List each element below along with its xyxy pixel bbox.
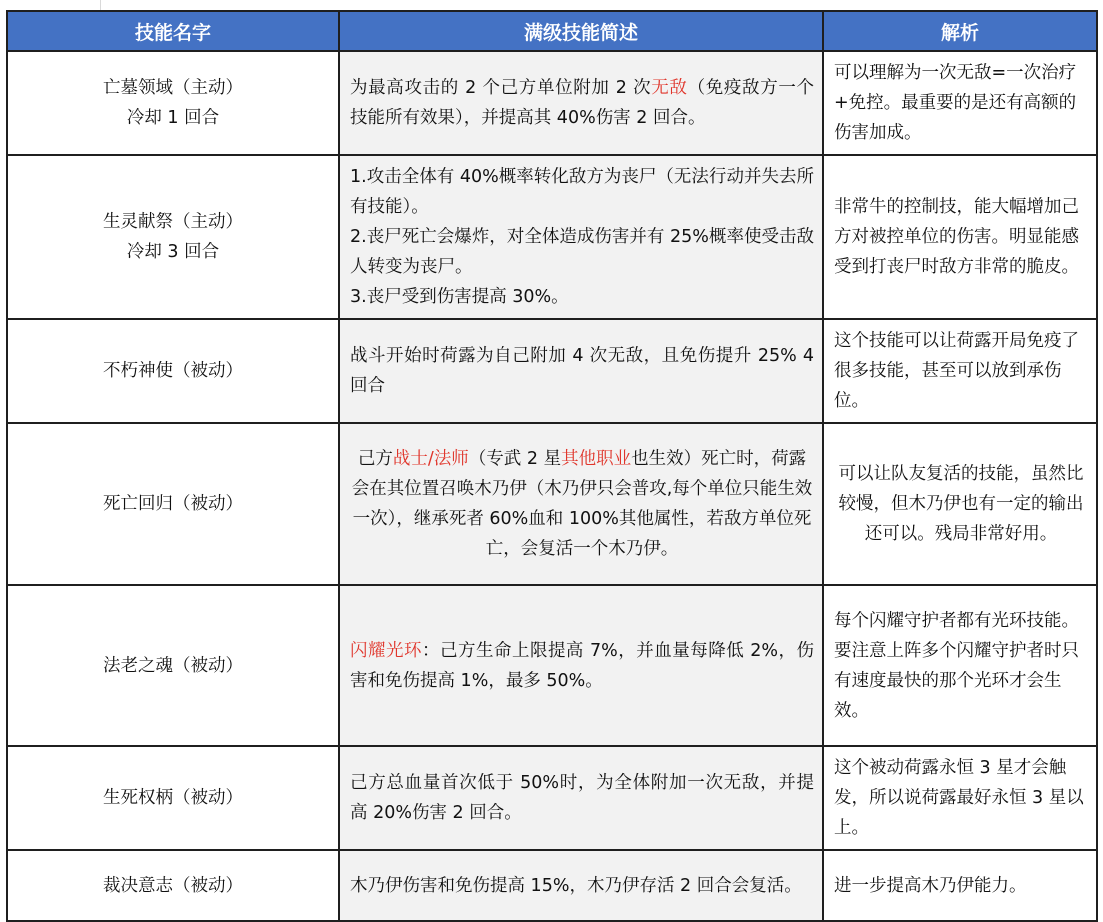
analysis-cell	[823, 585, 1097, 746]
header-row	[7, 11, 1097, 51]
table-row	[7, 423, 1097, 585]
analysis-cell	[823, 155, 1097, 319]
skill-name-cell	[7, 423, 339, 585]
skill-cooldown: 冷却 3 回合	[126, 242, 220, 262]
analysis-cell	[823, 746, 1097, 850]
highlight-keyword: 战士	[392, 449, 428, 469]
highlight-keyword: 其他职业	[561, 449, 632, 469]
skill-name: 法老之魂（被动）	[103, 655, 243, 676]
table-row	[7, 319, 1097, 423]
description-line: 3.丧尸受到伤害提高 30%。	[350, 287, 569, 307]
skill-description-cell	[339, 319, 823, 423]
description-text: （专武 2 星	[468, 449, 562, 469]
skill-cooldown: 冷却 1 回合	[126, 108, 220, 128]
highlight-keyword: /	[427, 449, 434, 469]
table-row	[7, 746, 1097, 850]
skill-description-cell	[339, 155, 823, 319]
analysis-cell	[823, 319, 1097, 423]
table-row	[7, 585, 1097, 746]
description-text: 己方	[357, 449, 393, 469]
table-row	[7, 850, 1097, 921]
analysis-text: 这个被动荷露永恒 3 星才会触发，所以说荷露最好永恒 3 星以上。	[834, 758, 1084, 838]
description-text: 木乃伊伤害和免伤提高 15%，木乃伊存活 2 回合会复活。	[350, 875, 802, 896]
skill-name-cell	[7, 585, 339, 746]
analysis-text: 每个闪耀守护者都有光环技能。	[834, 610, 1079, 631]
header-description: 满级技能简述	[339, 11, 823, 51]
description-text: （免疫敌方一个技能所有效果），并提高其 40%伤害 2 回合。	[350, 78, 814, 128]
skill-description-cell	[339, 585, 823, 746]
highlight-keyword: 闪耀光环	[350, 640, 422, 661]
highlight-keyword: 无敌	[651, 78, 688, 98]
skill-name-cell	[7, 155, 339, 319]
analysis-text: 要注意上阵多个闪耀守护者时只有速度最快的那个光环才会生效。	[834, 640, 1079, 721]
analysis-cell	[823, 850, 1097, 921]
skill-name-cell	[7, 746, 339, 850]
analysis-text: 非常牛的控制技，能大幅增加己方对被控单位的伤害。明显能感受到打丧尸时敌方非常的脆皮。	[834, 197, 1079, 277]
description-text: 也生效）死亡时，荷露会在其位置召唤木乃伊（木乃伊只会普攻,每个单位只能生效一次），继承死者 60%血和 100%其他属性，若敌方单位死亡，会复活一个木乃伊。	[351, 449, 813, 559]
description-text: 己方总血量首次低于 50%时，为全体附加一次无敌，并提高 20%伤害 2 回合。	[350, 773, 814, 823]
header-analysis: 解析	[823, 11, 1097, 51]
skill-name: 亡墓领域（主动）	[103, 78, 243, 98]
skill-description-cell	[339, 850, 823, 921]
skill-description-cell	[339, 746, 823, 850]
skill-name: 不朽神使（被动）	[103, 361, 243, 381]
skill-name: 生死权柄（被动）	[103, 788, 243, 808]
skill-name: 生灵献祭（主动）	[103, 212, 243, 232]
skill-name: 裁决意志（被动）	[103, 875, 243, 896]
analysis-cell	[823, 51, 1097, 155]
description-text: 为最高攻击的 2 个己方单位附加 2 次	[350, 78, 652, 98]
highlight-keyword: 法师	[433, 449, 469, 469]
description-text: ：己方生命上限提高 7%，并血量每降低 2%，伤害和免伤提高 1%，最多 50%。	[350, 640, 815, 691]
table-row	[7, 51, 1097, 155]
analysis-text: 这个技能可以让荷露开局免疫了很多技能，甚至可以放到承伤位。	[834, 331, 1079, 411]
column-gridline	[100, 0, 101, 10]
skill-table	[6, 10, 1098, 922]
table-row	[7, 155, 1097, 319]
description-text: 战斗开始时荷露为自己附加 4 次无敌，且免伤提升 25% 4 回合	[350, 346, 814, 396]
analysis-cell	[823, 423, 1097, 585]
skill-name-cell	[7, 319, 339, 423]
analysis-text: 进一步提高木乃伊能力。	[834, 875, 1027, 896]
skill-name-cell	[7, 850, 339, 921]
analysis-text: 可以让队友复活的技能，虽然比较慢，但木乃伊也有一定的输出还可以。残局非常好用。	[838, 464, 1084, 544]
analysis-text: 可以理解为一次无敌=一次治疗+免控。最重要的是还有高额的伤害加成。	[834, 63, 1077, 143]
description-line: 2.丧尸死亡会爆炸，对全体造成伤害并有 25%概率使受击敌人转变为丧尸。	[350, 227, 814, 277]
description-line: 1.攻击全体有 40%概率转化敌方为丧尸（无法行动并失去所有技能）。	[350, 167, 814, 217]
skill-description-cell	[339, 51, 823, 155]
skill-name: 死亡回归（被动）	[103, 494, 243, 514]
header-skill-name: 技能名字	[7, 11, 339, 51]
skill-description-cell	[339, 423, 823, 585]
skill-name-cell	[7, 51, 339, 155]
